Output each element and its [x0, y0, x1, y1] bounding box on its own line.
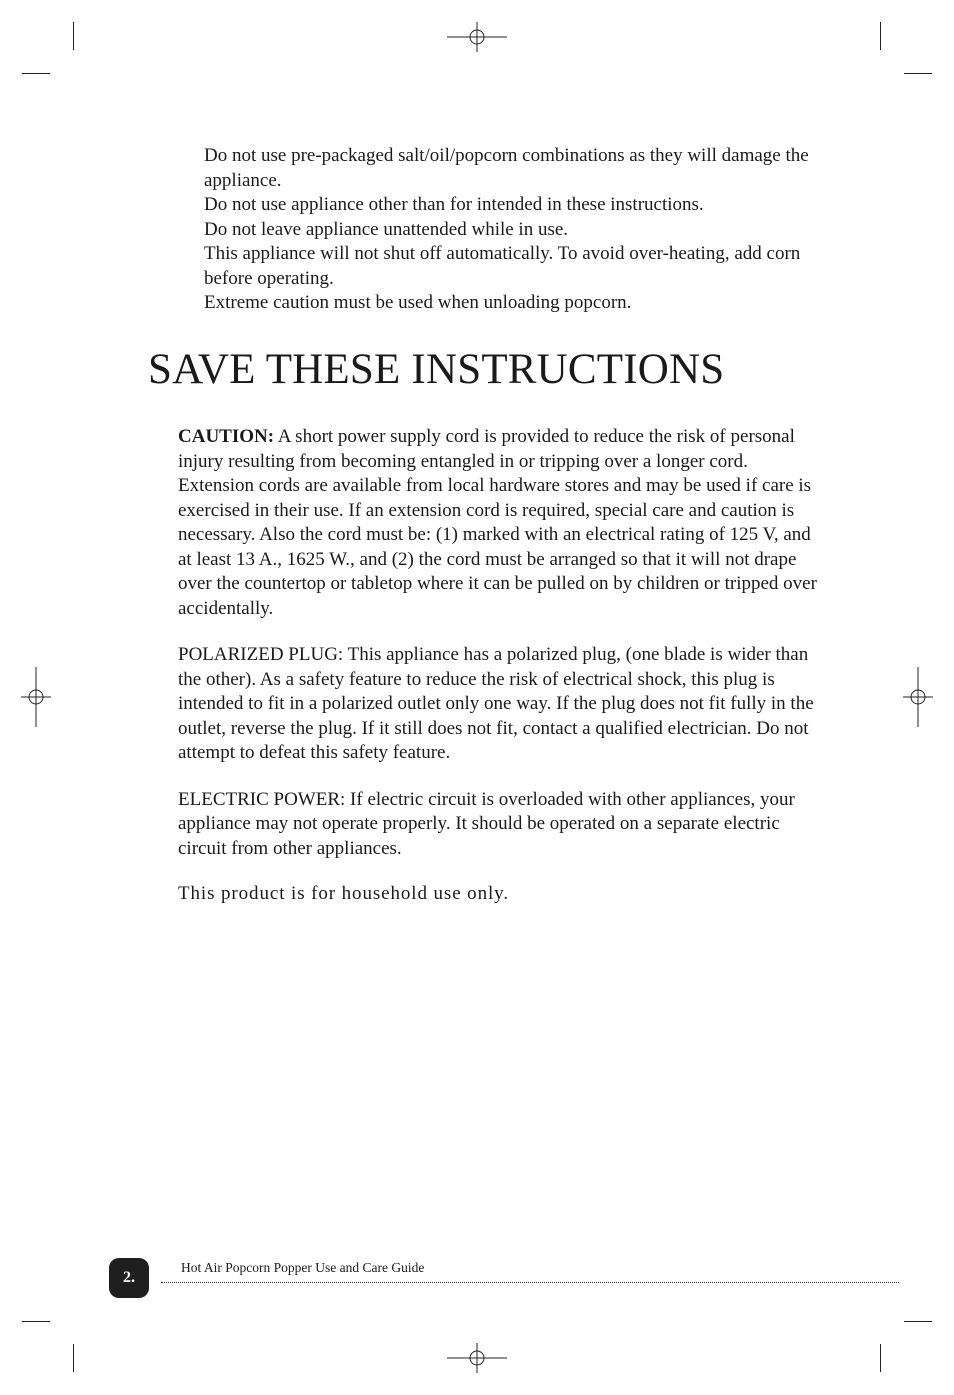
registration-mark-icon — [21, 667, 51, 727]
safety-item: Do not leave appliance unattended while in use. — [204, 218, 569, 240]
crop-mark — [22, 1321, 50, 1322]
safety-item: Do not use pre-packaged salt/oil/popcorn combinations as they will damage the appliance. — [204, 145, 809, 191]
crop-mark — [904, 73, 932, 74]
crop-mark — [904, 1321, 932, 1322]
registration-mark-icon — [447, 1343, 507, 1373]
caution-label: CAUTION: — [178, 426, 275, 447]
footer-title: Hot Air Popcorn Popper Use and Care Guide — [181, 1260, 425, 1275]
page-heading: SAVE THESE INSTRUCTIONS — [148, 346, 725, 393]
registration-mark-icon — [447, 22, 507, 52]
safety-item: This appliance will not shut off automatically. To avoid over-heating, add corn before operating. — [204, 243, 801, 289]
safety-list — [204, 144, 824, 316]
registration-mark-icon — [903, 667, 933, 727]
main-body — [178, 425, 818, 929]
electric-power-paragraph: ELECTRIC POWER: If electric circuit is overloaded with other appliances, your appliance may not operate properly. It should be operated on a separate electric circuit from other appliances. — [178, 788, 795, 859]
safety-item: Extreme caution must be used when unloading popcorn. — [204, 292, 632, 313]
household-use-note: This product is for household use only. — [178, 883, 509, 904]
crop-mark — [73, 1344, 74, 1372]
crop-mark — [880, 22, 881, 50]
crop-mark — [73, 22, 74, 50]
crop-mark — [880, 1344, 881, 1372]
page-number: 2. — [123, 1269, 135, 1286]
caution-paragraph — [178, 425, 818, 621]
polarized-plug-paragraph: POLARIZED PLUG: This appliance has a polarized plug, (one blade is wider than the other). As a safety feature to reduce the risk of electrical shock, this plug is intended to fit in a polarized outlet only one way. If the plug does not fit fully in the outlet, reverse the plug. If it still does not fit, contact a qualified electrician. Do not attempt to defeat this safety feature. — [178, 644, 814, 763]
caution-text: A short power supply cord is provided to reduce the risk of personal injury resulting from becoming entangled in or tripping over a longer cord. Extension cords are available from local hardware stores and may be used if care is exercised in their use. If an extension cord is required, special care and caution is necessary. Also the cord must be: (1) marked with an electrical rating of 125 V, and at least 13 A., 1625 W., and (2) the cord must be arranged so that it will not drape over the countertop or tabletop where it can be pulled on by children or tripped over accidentally. — [178, 426, 817, 619]
safety-item: Do not use appliance other than for intended in these instructions. — [204, 194, 704, 215]
crop-mark — [22, 73, 50, 74]
page-number-badge — [109, 1258, 149, 1298]
footer-dotted-rule — [161, 1282, 899, 1283]
